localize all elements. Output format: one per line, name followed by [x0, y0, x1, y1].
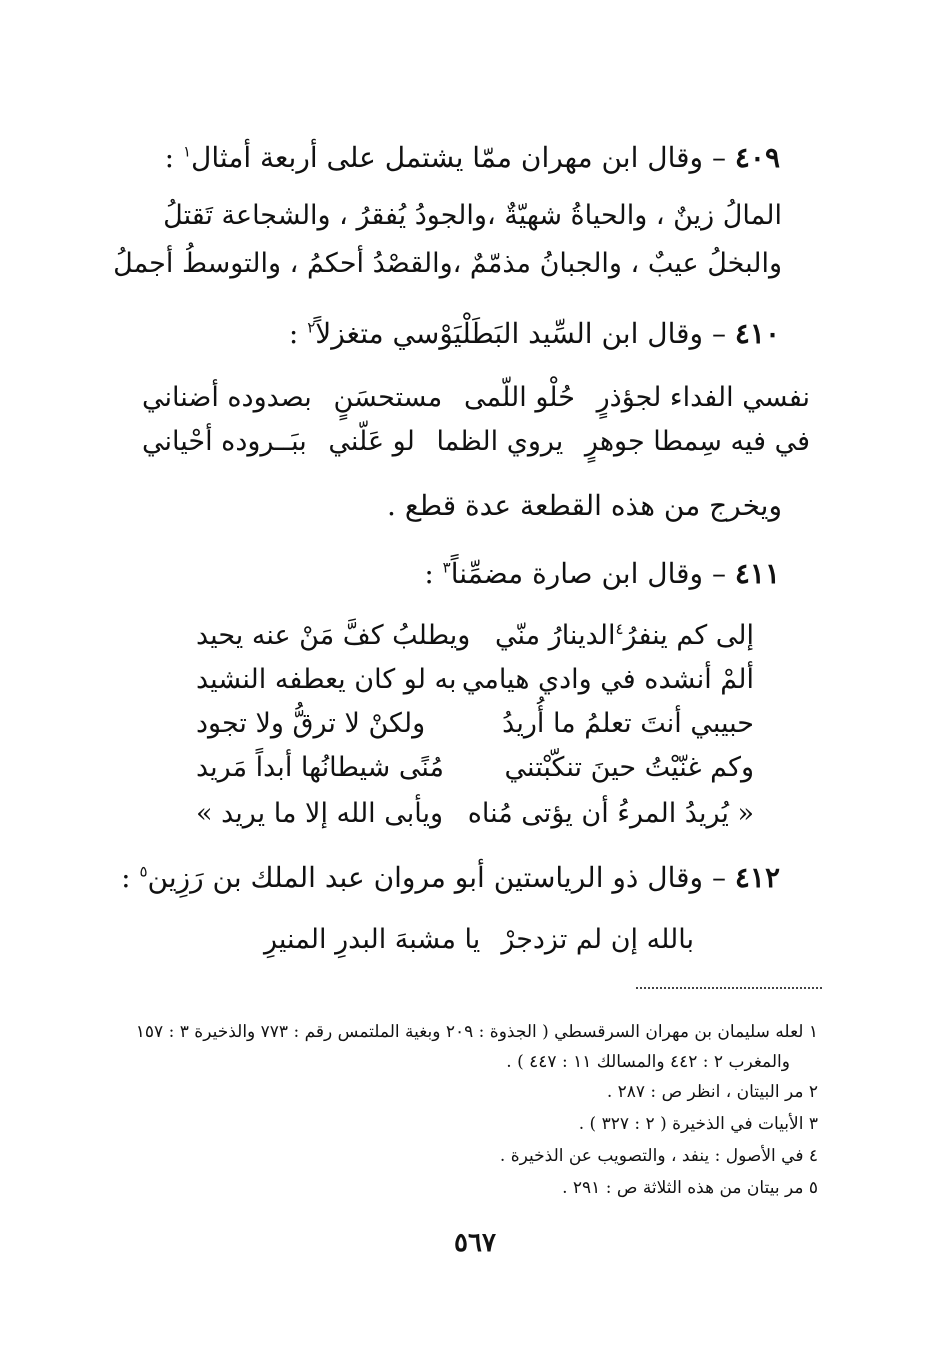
footnote-text: لعله سليمان بن مهران السرقسطي ( الجذوة : ٢٠٩ وبغية الملتمس رقم : ٧٧٣ والذخيرة ٣ : ١٥٧: [135, 1022, 804, 1042]
colon: :: [424, 557, 443, 590]
entry-text: وقال ابن صارة مضمِّناً: [450, 557, 704, 590]
hemistich-first: المالُ زينٌ ، والحياةُ شهيّةٌ ،: [486, 200, 782, 231]
poem-411-line: [196, 706, 754, 742]
text: الدينارُ منّي: [494, 620, 616, 651]
hemistich-first: حبيبي أنتَ تعلمُ ما أُريدُ: [502, 708, 754, 739]
footnote-divider: [636, 987, 822, 989]
dash: –: [711, 317, 726, 350]
dash: –: [711, 557, 726, 590]
entry-text: وقال ابن السِّيد البَطَلْيَوْسي متغزلاً: [315, 317, 704, 350]
hemistich-first: « يُريدُ المرءُ أن يؤتى مُناه: [467, 798, 754, 829]
footnote-mark: ١: [182, 142, 192, 161]
poem-411-line: [196, 796, 754, 832]
hemistich-second: مُنًى شيطانُها أبداً مَريد: [196, 752, 444, 783]
footnote-number: ١: [808, 1022, 818, 1042]
footnote-2: [607, 1080, 818, 1104]
poem-412-line: [264, 922, 694, 958]
footnote-mark: ٢: [307, 318, 316, 337]
footnote-number: ٤: [808, 1146, 818, 1166]
poem-409-line: [113, 246, 782, 282]
segment: يروي الظما: [436, 426, 564, 457]
page-number: ٥٦٧: [454, 1228, 496, 1258]
hemistich-first: والبخلُ عيبٌ ، والجبانُ مذمّمٌ ،: [452, 248, 782, 279]
dash: –: [711, 861, 726, 894]
text: إلى كم ينفرُ: [623, 620, 754, 651]
footnote-text: مر البيتان ، انظر ص : ٢٨٧ .: [606, 1082, 804, 1102]
segment: بصدوده أضناني: [142, 382, 312, 413]
colon: :: [288, 317, 308, 350]
hemistich-first: وكم غنّيْتُ حينَ تنكّبْتني: [504, 752, 754, 783]
footnote-1-continued: [506, 1050, 790, 1074]
segment: نفسي الفداء لجؤذرٍ: [596, 382, 810, 413]
colon: :: [164, 141, 183, 174]
poem-411-line: [196, 750, 754, 786]
hemistich-first: إلى كم ينفرُ٤الدينارُ منّي: [495, 618, 754, 654]
hemistich-second: والقصْدُ أحكمُ ، والتوسطُ أجملُ: [113, 248, 453, 279]
poem-409-line: [163, 198, 782, 234]
footnote-5: [562, 1176, 818, 1200]
entry-number: ٤٠٩: [734, 141, 780, 174]
hemistich-second: به لو كان يعطفه النشيد: [196, 664, 457, 695]
footnote-text: في الأصول : ينفد ، والتصويب عن الذخيرة .: [499, 1146, 804, 1166]
entry-number: ٤١٢: [734, 861, 780, 894]
footnote-mark: ٣: [442, 558, 451, 577]
colon: :: [121, 861, 140, 894]
footnote-mark: ٥: [139, 862, 148, 881]
poem-410-line: [142, 380, 810, 416]
footnote-number: ٥: [808, 1178, 818, 1198]
footnote-4: [500, 1144, 818, 1168]
entry-410-heading: [289, 316, 780, 352]
segment: حُلْو اللّمى: [463, 382, 575, 413]
footnote-3: [579, 1112, 818, 1136]
footnote-1: [136, 1020, 818, 1044]
note-410: ويخرج من هذه القطعة عدة قطع .: [387, 489, 782, 522]
poem-410-line: [142, 424, 810, 460]
footnote-number: ٢: [808, 1082, 818, 1102]
entry-number: ٤١١: [734, 557, 780, 590]
entry-412-heading: [121, 860, 780, 896]
hemistich-first: ألمْ أنشده في وادي هيامي: [461, 664, 754, 695]
footnote-text: والمغرب ٢ : ٤٤٢ والمسالك ١١ : ٤٤٧ ) .: [506, 1052, 790, 1072]
segment: في فيه سِمطا جوهرٍ: [584, 426, 810, 457]
dash: –: [711, 141, 726, 174]
poem-411-line: [196, 662, 754, 698]
hemistich-second: والجودُ يُفقرُ ، والشجاعة تَقتلُ: [163, 200, 487, 231]
hemistich-first: بالله إن لم تزدجرْ: [501, 924, 694, 955]
entry-411-heading: [424, 556, 780, 592]
poem-411-line: [196, 618, 754, 654]
hemistich-second: يا مشبهَ البدرِ المنيرِ: [264, 924, 481, 955]
segment: لو عَلّني: [328, 426, 415, 457]
footnote-number: ٣: [808, 1114, 818, 1134]
entry-text: وقال ابن مهران ممّا يشتمل على أربعة أمثال: [191, 141, 704, 174]
segment: مستحسَنٍ: [333, 382, 443, 413]
segment: ببَــروده أحْياني: [142, 426, 307, 457]
hemistich-second: ويأبى الله إلا ما يريد »: [196, 798, 444, 829]
entry-text: وقال ذو الرياستين أبو مروان عبد الملك بن رَزِين: [147, 861, 704, 894]
footnote-text: الأبيات في الذخيرة ( ٢ : ٣٢٧ ) .: [578, 1114, 804, 1134]
entry-number: ٤١٠: [734, 317, 780, 350]
hemistich-second: ويطلبُ كفَّ مَنْ عنه يحيد: [196, 620, 471, 651]
footnote-text: مر بيتان من هذه الثلاثة ص : ٢٩١ .: [562, 1178, 804, 1198]
entry-409-heading: [165, 140, 780, 176]
hemistich-second: ولكنْ لا ترقُّ ولا تجود: [196, 708, 426, 739]
